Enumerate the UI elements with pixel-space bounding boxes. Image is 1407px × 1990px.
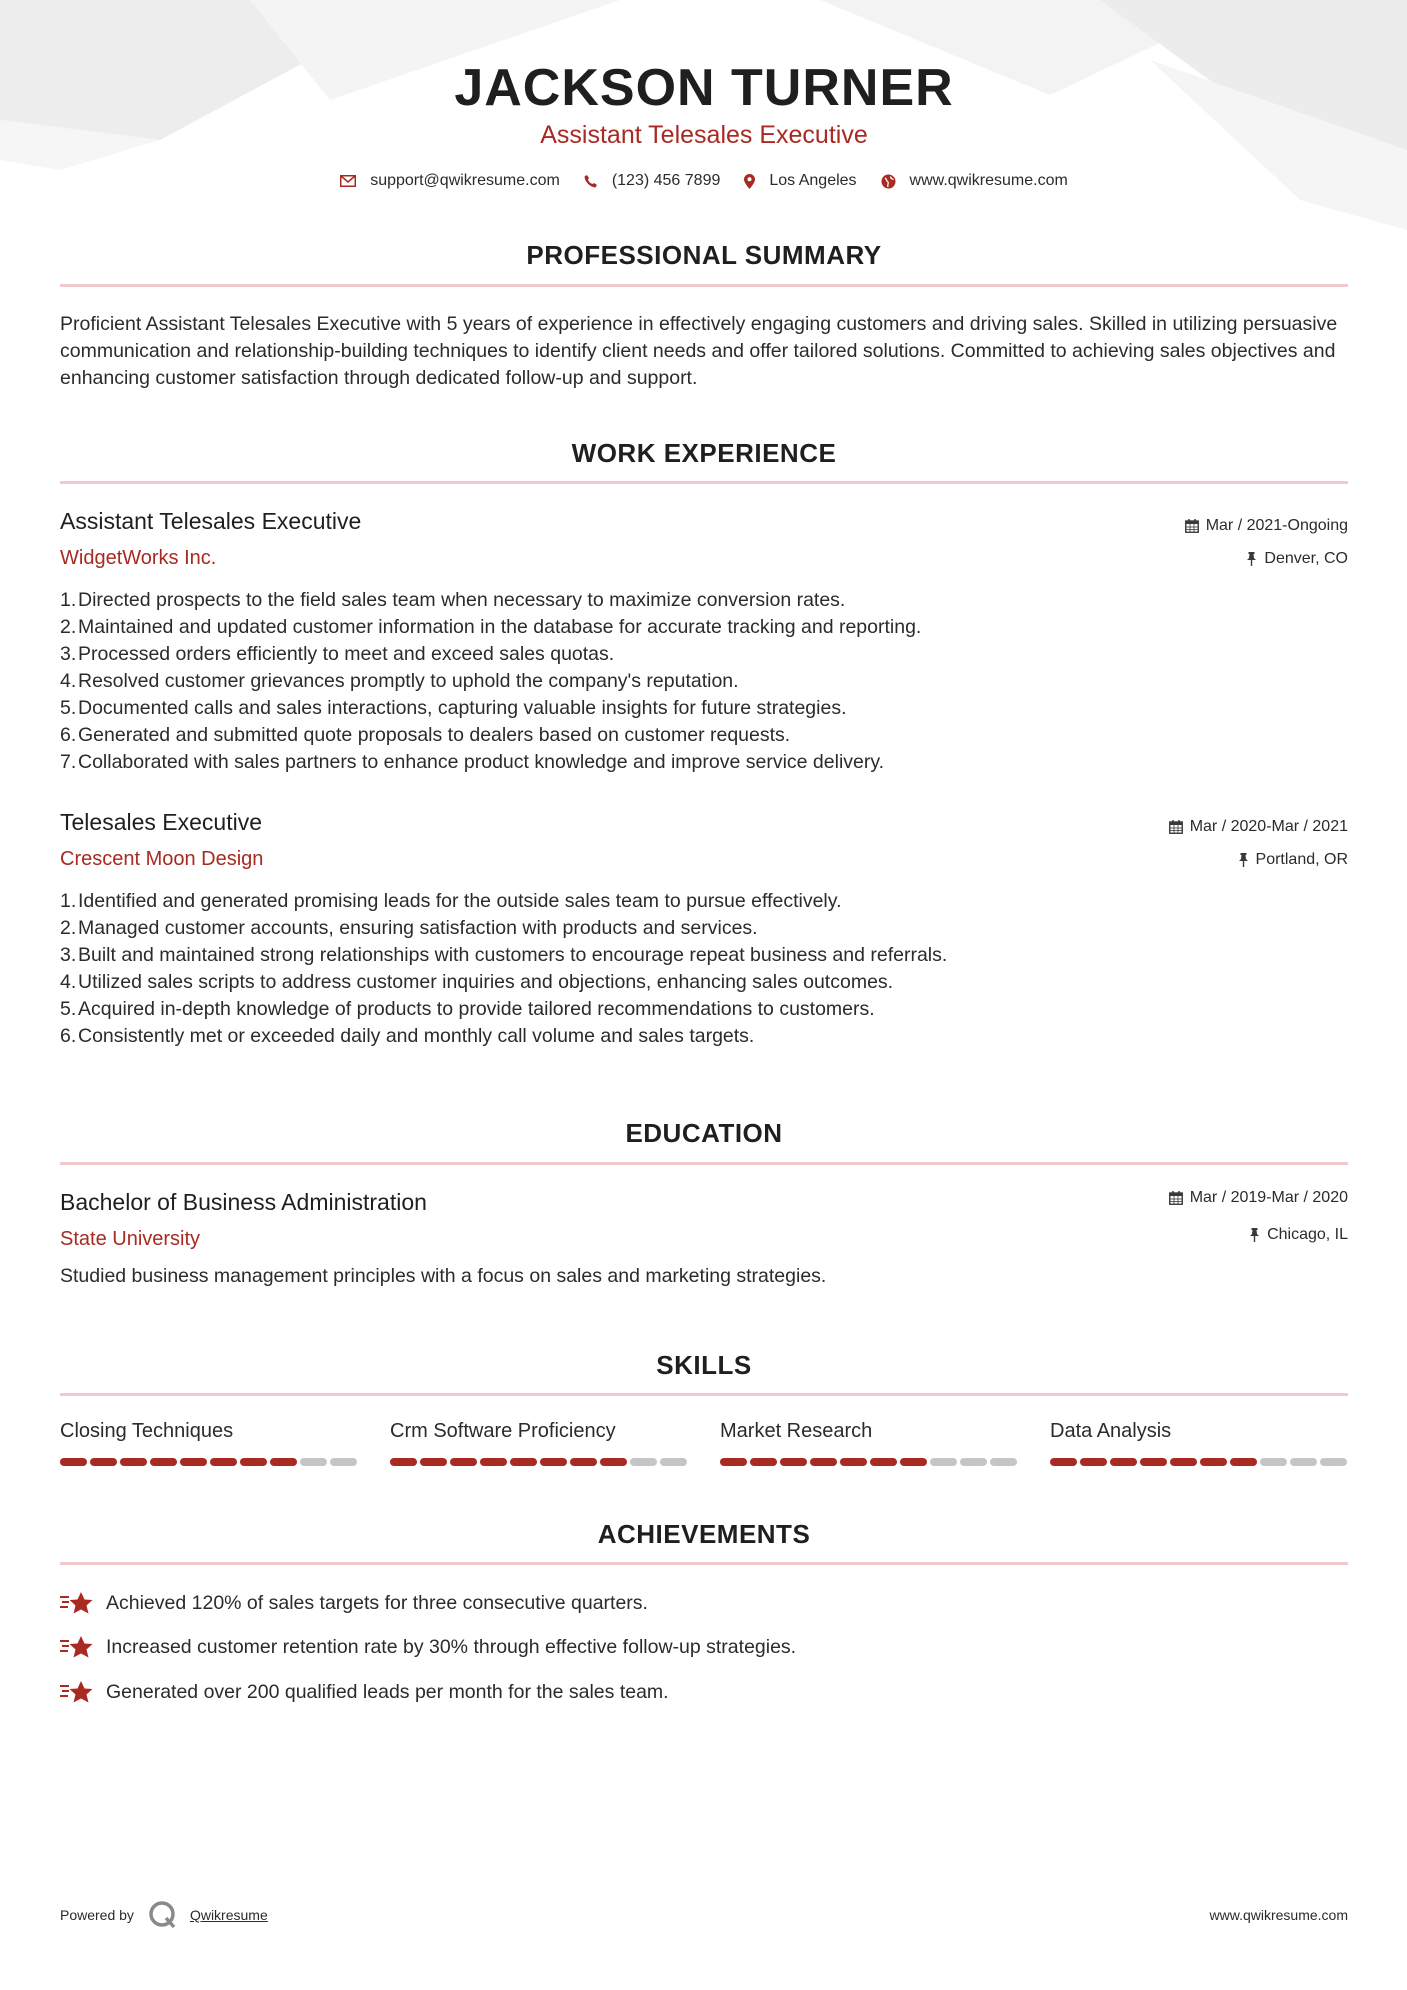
pushpin-icon xyxy=(1238,853,1249,867)
skill-segment-filled xyxy=(510,1458,537,1466)
map-pin-icon xyxy=(744,174,755,189)
job-dates xyxy=(1169,818,1348,836)
skill-segment-empty xyxy=(330,1458,357,1466)
skill-segment-filled xyxy=(90,1458,117,1466)
achievement-text: Increased customer retention rate by 30% through effective follow-up strategies. xyxy=(106,1635,797,1658)
job-responsibilities xyxy=(60,888,1348,1050)
skill-segment-filled xyxy=(1050,1458,1077,1466)
list-item: 2. Managed customer accounts, ensuring satisfaction with products and services. xyxy=(60,917,758,939)
list-item: 4. Resolved customer grievances promptly to uphold the company's reputation. xyxy=(60,670,739,692)
list-item: 6. Generated and submitted quote proposals to dealers based on customer requests. xyxy=(60,724,791,746)
education-school: State University xyxy=(60,1228,201,1250)
contact-phone[interactable] xyxy=(584,172,721,190)
job-dates-text: Mar / 2020-Mar / 2021 xyxy=(1189,818,1348,835)
skill-segment-filled xyxy=(240,1458,267,1466)
skill-segment-filled xyxy=(480,1458,507,1466)
powered-by-text: Powered by xyxy=(60,1907,134,1923)
skill-segment-filled xyxy=(570,1458,597,1466)
summary-divider xyxy=(60,284,1348,287)
job-location-text: Denver, CO xyxy=(1264,550,1348,567)
achievement-item xyxy=(60,1679,669,1705)
achievement-text: Generated over 200 qualified leads per month for the sales team. xyxy=(106,1680,669,1703)
skill-segment-filled xyxy=(870,1458,897,1466)
skill-segment-filled xyxy=(450,1458,477,1466)
pushpin-icon xyxy=(1246,552,1257,566)
skill-item xyxy=(390,1420,690,1466)
pushpin-icon xyxy=(1249,1228,1260,1242)
skill-segment-filled xyxy=(210,1458,237,1466)
list-item: 1. Directed prospects to the field sales team when necessary to maximize conversion rates. xyxy=(60,589,846,611)
list-item: 6. Consistently met or exceeded daily and monthly call volume and sales targets. xyxy=(60,1025,755,1047)
website-text: www.qwikresume.com xyxy=(909,172,1068,189)
contact-email[interactable] xyxy=(340,172,560,190)
skill-segment-empty xyxy=(960,1458,987,1466)
job-location xyxy=(1238,851,1348,869)
globe-icon xyxy=(881,174,896,189)
list-item: 3. Processed orders efficiently to meet and exceed sales quotas. xyxy=(60,643,615,665)
experience-divider xyxy=(60,481,1348,484)
skill-level-bar xyxy=(720,1458,1020,1466)
education-degree: Bachelor of Business Administration xyxy=(60,1189,427,1215)
achievements-heading: ACHIEVEMENTS xyxy=(597,1519,811,1549)
job-location xyxy=(1246,550,1348,568)
skill-item xyxy=(60,1420,360,1466)
shooting-star-icon xyxy=(60,1634,94,1660)
skill-segment-filled xyxy=(1140,1458,1167,1466)
list-item: 3. Built and maintained strong relationships with customers to encourage repeat business and referrals. xyxy=(60,944,948,966)
skill-segment-filled xyxy=(1110,1458,1137,1466)
phone-icon xyxy=(584,174,598,188)
skill-item xyxy=(1050,1420,1350,1466)
job-location-text: Portland, OR xyxy=(1255,851,1348,868)
skill-segment-filled xyxy=(540,1458,567,1466)
list-item: 1. Identified and generated promising leads for the outside sales team to pursue effectively. xyxy=(60,890,842,912)
skill-name: Data Analysis xyxy=(1050,1420,1172,1442)
skill-level-bar xyxy=(390,1458,690,1466)
skill-item xyxy=(720,1420,1020,1466)
education-dates-text: Mar / 2019-Mar / 2020 xyxy=(1189,1189,1348,1206)
list-item: 5. Acquired in-depth knowledge of products to provide tailored recommendations to customers. xyxy=(60,998,875,1020)
experience-heading: WORK EXPERIENCE xyxy=(571,438,837,468)
skill-segment-filled xyxy=(600,1458,627,1466)
skill-segment-filled xyxy=(1170,1458,1197,1466)
calendar-icon xyxy=(1169,1191,1183,1205)
list-item: 2. Maintained and updated customer information in the database for accurate tracking and reporting. xyxy=(60,616,922,638)
shooting-star-icon xyxy=(60,1590,94,1616)
skill-name: Crm Software Proficiency xyxy=(390,1420,616,1442)
footer-website[interactable]: www.qwikresume.com xyxy=(1209,1907,1348,1923)
education-description: Studied business management principles with a focus on sales and marketing strategies. xyxy=(60,1265,827,1287)
education-location-text: Chicago, IL xyxy=(1267,1226,1348,1243)
skill-segment-empty xyxy=(300,1458,327,1466)
job-company: WidgetWorks Inc. xyxy=(60,547,217,569)
calendar-icon xyxy=(1169,820,1183,834)
job-company: Crescent Moon Design xyxy=(60,848,264,870)
education-dates xyxy=(1169,1189,1348,1207)
job-title: Telesales Executive xyxy=(60,809,262,835)
skill-level-bar xyxy=(1050,1458,1350,1466)
phone-text: (123) 456 7899 xyxy=(611,172,721,189)
calendar-icon xyxy=(1185,519,1199,533)
skill-segment-filled xyxy=(840,1458,867,1466)
skill-segment-empty xyxy=(660,1458,687,1466)
job-dates xyxy=(1185,517,1348,535)
list-item: 5. Documented calls and sales interactions, capturing valuable insights for future strategies. xyxy=(60,697,847,719)
skill-name: Closing Techniques xyxy=(60,1420,234,1442)
summary-text: Proficient Assistant Telesales Executive with 5 years of experience in effectively engaging customers and driving sales. Skilled in utilizing persuasive communication and relationship-building techniques to identify client needs and offer tailored solutions. Committed to achieving sales objectives and enhancing customer satisfaction through dedicated follow-up and support. xyxy=(60,313,1338,389)
skill-segment-filled xyxy=(1230,1458,1257,1466)
skill-segment-filled xyxy=(270,1458,297,1466)
list-item: 7. Collaborated with sales partners to enhance product knowledge and improve service delivery. xyxy=(60,751,885,773)
skills-divider xyxy=(60,1393,1348,1396)
achievement-item xyxy=(60,1634,796,1660)
summary-heading: PROFESSIONAL SUMMARY xyxy=(526,240,882,270)
skill-name: Market Research xyxy=(720,1420,873,1442)
shooting-star-icon xyxy=(60,1679,94,1705)
skill-segment-filled xyxy=(720,1458,747,1466)
candidate-name: JACKSON TURNER xyxy=(454,59,954,117)
skill-segment-filled xyxy=(60,1458,87,1466)
skill-segment-filled xyxy=(1200,1458,1227,1466)
skill-segment-filled xyxy=(180,1458,207,1466)
skill-level-bar xyxy=(60,1458,360,1466)
skills-heading: SKILLS xyxy=(656,1350,752,1380)
achievement-item xyxy=(60,1590,648,1616)
skill-segment-empty xyxy=(1320,1458,1347,1466)
skill-segment-filled xyxy=(780,1458,807,1466)
education-location xyxy=(1249,1226,1348,1244)
education-heading: EDUCATION xyxy=(625,1118,783,1148)
skill-segment-filled xyxy=(900,1458,927,1466)
education-divider xyxy=(60,1162,1348,1165)
location-text: Los Angeles xyxy=(769,172,857,189)
email-text: support@qwikresume.com xyxy=(370,172,560,189)
skill-segment-empty xyxy=(990,1458,1017,1466)
job-dates-text: Mar / 2021-Ongoing xyxy=(1205,517,1348,534)
skill-segment-filled xyxy=(750,1458,777,1466)
qwikresume-logo-icon xyxy=(148,1900,178,1930)
contact-location xyxy=(744,172,856,190)
skill-segment-empty xyxy=(630,1458,657,1466)
job-title: Assistant Telesales Executive xyxy=(60,508,362,534)
footer-powered-by xyxy=(60,1900,268,1930)
skill-segment-filled xyxy=(150,1458,177,1466)
candidate-role: Assistant Telesales Executive xyxy=(540,121,868,149)
contact-bar xyxy=(60,172,1348,190)
skill-segment-filled xyxy=(810,1458,837,1466)
skill-segment-filled xyxy=(1080,1458,1107,1466)
skill-segment-filled xyxy=(120,1458,147,1466)
skill-segment-empty xyxy=(1260,1458,1287,1466)
job-responsibilities xyxy=(60,587,1348,776)
skill-segment-empty xyxy=(930,1458,957,1466)
envelope-icon xyxy=(340,175,356,187)
skill-segment-filled xyxy=(390,1458,417,1466)
qwikresume-link[interactable]: Qwikresume xyxy=(189,1907,268,1923)
achievement-text: Achieved 120% of sales targets for three consecutive quarters. xyxy=(106,1591,648,1614)
skill-segment-filled xyxy=(420,1458,447,1466)
contact-website[interactable] xyxy=(881,172,1068,190)
skill-segment-empty xyxy=(1290,1458,1317,1466)
achievements-divider xyxy=(60,1562,1348,1565)
list-item: 4. Utilized sales scripts to address customer inquiries and objections, enhancing sales outcomes. xyxy=(60,971,894,993)
